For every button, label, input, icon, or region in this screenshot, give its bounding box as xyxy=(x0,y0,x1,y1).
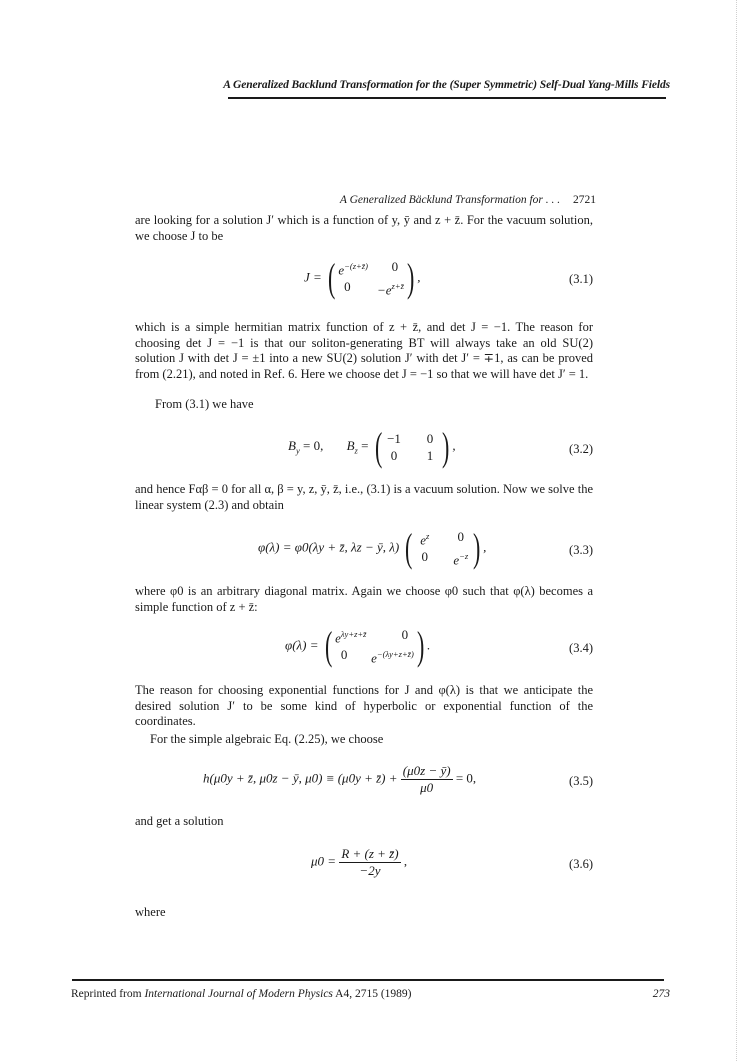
eq33-matrix: $e^z$ 0 0 $e^{-z}$ xyxy=(420,529,469,568)
eq35-fraction: $\frac{(\mu 0z - ȳ)}{\mu 0}$ xyxy=(402,763,451,795)
eq31-matrix: $e^{-(z+z̄)}$ 0 0 $-e^{z+z̄}$ xyxy=(338,259,404,298)
equation-number-3-2: (3.2) xyxy=(569,442,593,456)
equation-3-1: J = ( $e^{-(z+z̄)}$ 0 0 $-e^{z+z̄}$ ) , xyxy=(304,255,421,301)
eq36-fraction: $\frac{R + (z + z̄)}{-2y}$ xyxy=(341,846,399,878)
page-heading xyxy=(320,194,596,206)
equation-3-2: $B_y = 0$, $B_z$ = ( −1 0 0 1 ) , xyxy=(288,424,456,469)
page-heading-title: A Generalized Bäcklund Transformation for . . . xyxy=(339,194,561,206)
paragraph-9: where xyxy=(135,905,166,919)
scan-edge xyxy=(736,0,738,1061)
footer-citation: Reprinted from International Journal of Modern Physics A4, 2715 (1989) xyxy=(71,988,412,1000)
paragraph-7: For the simple algebraic Eq. (2.25), we choose xyxy=(150,732,384,746)
equation-number-3-4: (3.4) xyxy=(569,641,593,655)
equation-number-3-5: (3.5) xyxy=(569,774,593,788)
equation-3-3: φ(λ) = φ0(λy + z̄, λz − ȳ, λ) ( $e^z$ 0 0 $e^{-z}$ ) , xyxy=(258,525,487,571)
eq31-lhs: J = xyxy=(304,269,322,285)
paragraph-1: are looking for a solution J′ which is a function of y, ȳ and z + z̄. For the vacuum solution, we choose J to be xyxy=(135,213,593,243)
paragraph-5: where φ0 is an arbitrary diagonal matrix. Again we choose φ0 such that φ(λ) becomes a simple function of z + z̄: xyxy=(135,584,593,614)
equation-number-3-3: (3.3) xyxy=(569,543,593,557)
paragraph-2: which is a simple hermitian matrix function of z + z̄, and det J = −1. The reason for choosing det J = −1 is that our soliton-generating BT will always take an old SU(2) solution J with det J = ±1 into a new SU(2) solution J′ with det J′ = ∓1, as can be proved from (2.21), and noted in Ref. 6. Here we choose det J = −1 so that we will have det J′ = 1. xyxy=(135,320,593,381)
running-head: A Generalized Backlund Transformation for the (Super Symmetric) Self-Dual Yang-Mills Fields xyxy=(223,79,670,91)
header-rule xyxy=(228,97,666,99)
equation-3-6: μ0 = $\frac{R + (z + z̄)}{-2y}$ , xyxy=(311,846,408,878)
page-number-top: 2721 xyxy=(573,194,596,206)
paragraph-4: and hence Fαβ = 0 for all α, β = y, z, ȳ, z̄, i.e., (3.1) is a vacuum solution. Now we solve the linear system (2.3) and obtain xyxy=(135,482,593,512)
eq34-matrix: $e^{\lambda y+z+z̄}$ 0 0 $e^{-(\lambda y+z+z̄)}$ xyxy=(335,627,414,666)
paragraph-8: and get a solution xyxy=(135,814,224,828)
paragraph-6: The reason for choosing exponential functions for J and φ(λ) is that we anticipate the desired solution J′ to be some kind of hyperbolic or exponential function of the coordinates. xyxy=(135,683,593,728)
equation-3-4: φ(λ) = ( $e^{\lambda y+z+z̄}$ 0 0 $e^{-(\lambda y+z+z̄)}$ ) . xyxy=(285,623,431,669)
equation-number-3-1: (3.1) xyxy=(569,272,593,286)
equation-3-5: h(μ0y + z̄, μ0z − ȳ, μ0) ≡ (μ0y + z̄) + $\frac{(\mu 0z - ȳ)}{\mu 0}$ = 0, xyxy=(203,763,477,795)
paragraph-3: From (3.1) we have xyxy=(155,397,254,411)
footer-rule xyxy=(72,979,664,981)
footer-journal: International Journal of Modern Physics xyxy=(144,988,333,1000)
page-folio: 273 xyxy=(652,988,670,1000)
equation-number-3-6: (3.6) xyxy=(569,857,593,871)
eq32-matrix: −1 0 0 1 xyxy=(387,431,434,463)
